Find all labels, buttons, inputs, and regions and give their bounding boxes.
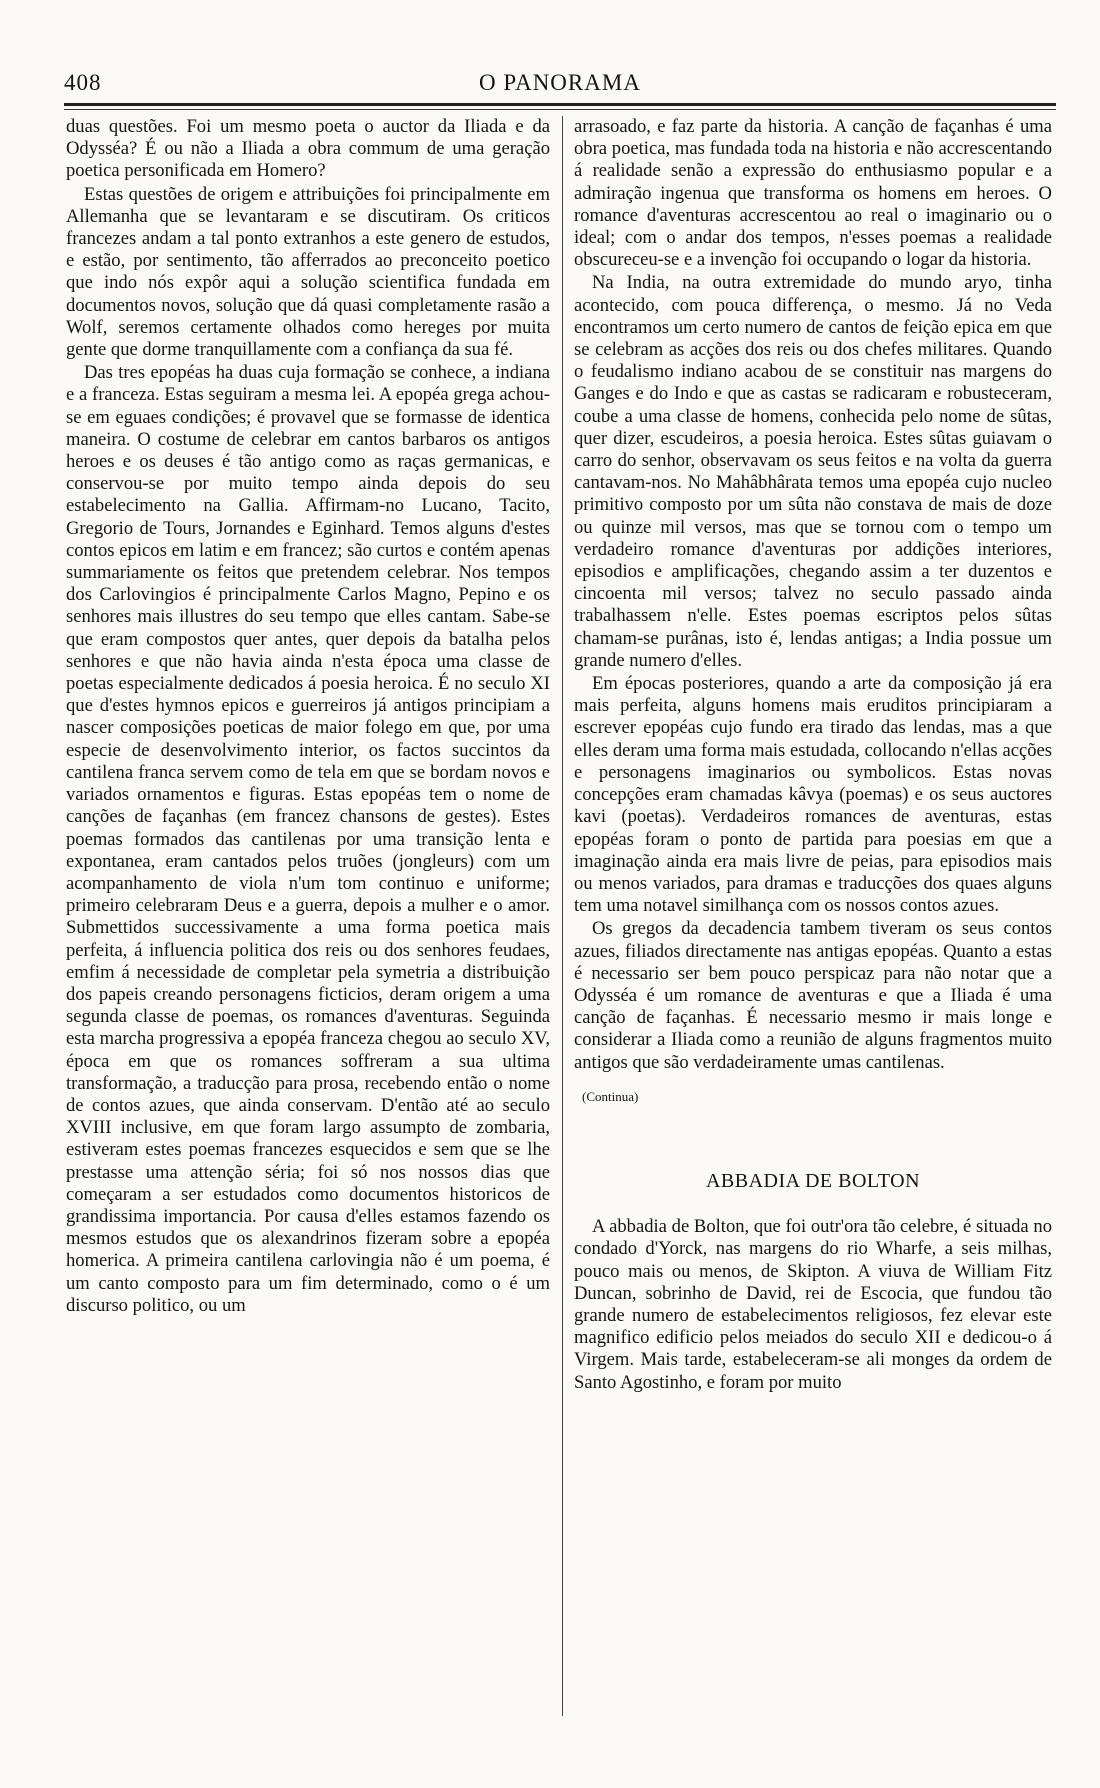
page-header [64,70,1056,102]
page-number: 408 [64,70,102,95]
column-divider [562,116,563,1716]
article-paragraph: duas questões. Foi um mesmo poeta o auctor da Iliada e da Odysséa? É ou não a Iliada a obra commum de uma geração poetica personificada em Homero? [66,116,550,182]
continua-note: (Continua) [582,1088,639,1104]
article-paragraph: Em épocas posteriores, quando a arte da composição já era mais perfeita, alguns homens mais eruditos principiaram a escrever epopéas cujo fundo era tirado das lendas, mas a que elles deram uma forma mais estudada, collocando n'ellas acções e personagens imaginarios ou symbolicos. Estas novas concepções eram chamadas kâvya (poemas) e os seus auctores kavi (poetas). Verdadeiros romances de aventuras, estas epopéas foram o ponto de partida para poesias em que a imaginação ainda era mais livre de peias, para episodios mais ou menos variados, para dramas e traducções dos quaes alguns tem uma notavel similhança com os nossos contos azues. [574,673,1052,917]
left-column [66,116,550,1317]
header-rule-thin [64,109,1056,110]
article-paragraph: arrasoado, e faz parte da historia. A canção de façanhas é uma obra poetica, mas fundada toda na historia e não accrescentando á realidade senão a expressão do enthusiasmo popular e a admiração ingenua que transforma os homens em heroes. O romance d'aventuras accrescentou ao real o imaginario ou o ideal; com o andar dos tempos, n'esses poemas a realidade obscureceu-se e a invenção foi occupando o logar da historia. [574,116,1052,271]
header-rule-thick [64,103,1056,106]
article-paragraph: Estas questões de origem e attribuições foi principalmente em Allemanha que se levantaram e se discutiram. Os criticos francezes andam a tal ponto extranhos a este genero de estudos, e estão, por sentimento, tão afferrados ao preconceito poetico que indo nós expôr aqui a solução scientifica fundada em documentos novos, solução que dá quasi completamente rasão a Wolf, seremos certamente olhados como hereges por muita gente que dorme tranquillamente com a confiança da sua fé. [66,183,550,361]
journal-title: O PANORAMA [479,70,641,95]
section-paragraph: A abbadia de Bolton, que foi outr'ora tão celebre, é situada no condado d'Yorck, nas margens do rio Wharfe, a seis milhas, pouco mais ou menos, de Skipton. A viuva de William Fitz Duncan, sobrinho de David, rei de Escocia, que fundou tão grande numero de estabelecimentos religiosos, fez elevar este magnifico edificio pelos meiados do seculo XII e dedicou-o á Virgem. Mais tarde, estabeleceram-se ali monges da ordem de Santo Agostinho, e foram por muito [574,1216,1052,1393]
article-paragraph: Os gregos da decadencia tambem tiveram os seus contos azues, filiados directamente nas antigas epopéas. Quanto a estas é necessario ser bem pouco perspicaz para não notar que a Odysséa é um romance de aventuras e que a Iliada é uma canção de façanhas. É necessario mesmo ir mais longe e considerar a Iliada como a reunião de alguns fragmentos muito antigos que são verdadeiramente umas cantilenas. [574,918,1052,1073]
right-column [574,116,1052,1394]
article-paragraph: Na India, na outra extremidade do mundo aryo, tinha acontecido, com pouca differença, o mesmo. Já no Veda encontramos um certo numero de cantos de feição epica em que se celebram as acções dos reis ou dos chefes militares. Quando o feudalismo indiano acabou de se constituir nas margens do Ganges e do Indo e que as castas se radicaram e robusteceram, coube a uma classe de homens, conhecida pelo nome de sûtas, quer dizer, escudeiros, a poesia heroica. Estes sûtas guiavam o carro do senhor, observavam os seus feitos e na volta da guerra cantavam-nos. No Mahâbhârata temos uma epopéa cujo nucleo primitivo composto por um sûta não constava de mais de doze ou quinze mil versos, mas que se tornou com o tempo um verdadeiro romance d'aventuras por addições interiores, episodios e amplificações, chegando assim a ter duzentos e cincoenta mil versos; talvez no seculo passado ainda trabalhassem n'elle. Estes poemas escriptos pelos sûtas chamam-se purânas, isto é, lendas antigas; a India possue um grande numero d'elles. [574,272,1052,671]
section-title: ABBADIA DE BOLTON [705,1169,921,1192]
article-paragraph: Das tres epopéas ha duas cuja formação se conhece, a indiana e a franceza. Estas seguiram a mesma lei. A epopéa grega achou-se em eguaes condições; é provavel que se formasse de identica maneira. O costume de celebrar em cantos barbaros os antigos heroes e os deuses é tão antigo como as raças germanicas, e conservou-se por muito tempo ainda depois do seu estabelecimento na Gallia. Affirmam-no Lucano, Tacito, Gregorio de Tours, Jornandes e Eginhard. Temos alguns d'estes contos epicos em latim e em francez; são curtos e contém apenas summariamente os feitos que pretendem celebrar. Nos tempos dos Carlovingios é principalmente Carlos Magno, Pepino e os senhores mais illustres do seu tempo que elles cantam. Sabe-se que eram compostos quer antes, quer depois da batalha pelos senhores e que não havia ainda n'esta época uma classe de poetas especialmente dedicados á poesia heroica. É no seculo XI que d'estes hymnos epicos e guerreiros já antigos principiam a nascer composições poeticas de maior folego em que, por uma especie de desenvolvimento interior, os factos succintos da cantilena franca servem como de tela em que se bordam novos e variados ornamentos e figuras. Estas epopéas tem o nome de canções de façanhas (em francez chansons de gestes). Estes poemas formados das cantilenas por uma transição lenta e expontanea, eram cantados pelos truões (jongleurs) com um acompanhamento de viola n'um tom continuo e uniforme; primeiro celebraram Deus e a guerra, depois a mulher e o amor. Submettidos successivamente a uma forma poetica mais perfeita, á influencia politica dos reis ou dos senhores feudaes, emfim á necessidade de completar pela symetria a distribuição dos papeis creando personagens ficticios, deram origem a uma segunda classe de poemas, os romances d'aventuras. Seguinda esta marcha progressiva a epopéa franceza chegou ao seculo XV, época em que os romances soffreram a sua ultima transformação, a traducção para prosa, recebendo então o nome de contos azues, que ainda conservam. D'então até ao seculo XVIII inclusive, em que foram largo assumpto de zombaria, estiveram estes poemas francezes esquecidos e sem que se lhe prestasse uma attenção séria; foi só nos nossos dias que começaram a ser estudados como documentos historicos de grandissima importancia. Por causa d'elles estamos fazendo os mesmos estudos que os alexandrinos fizeram sobre a epopéa homerica. A primeira cantilena carlovingia não é um poema, é um canto composto para um fim determinado, como o é um discurso politico, ou um [66,362,550,1316]
